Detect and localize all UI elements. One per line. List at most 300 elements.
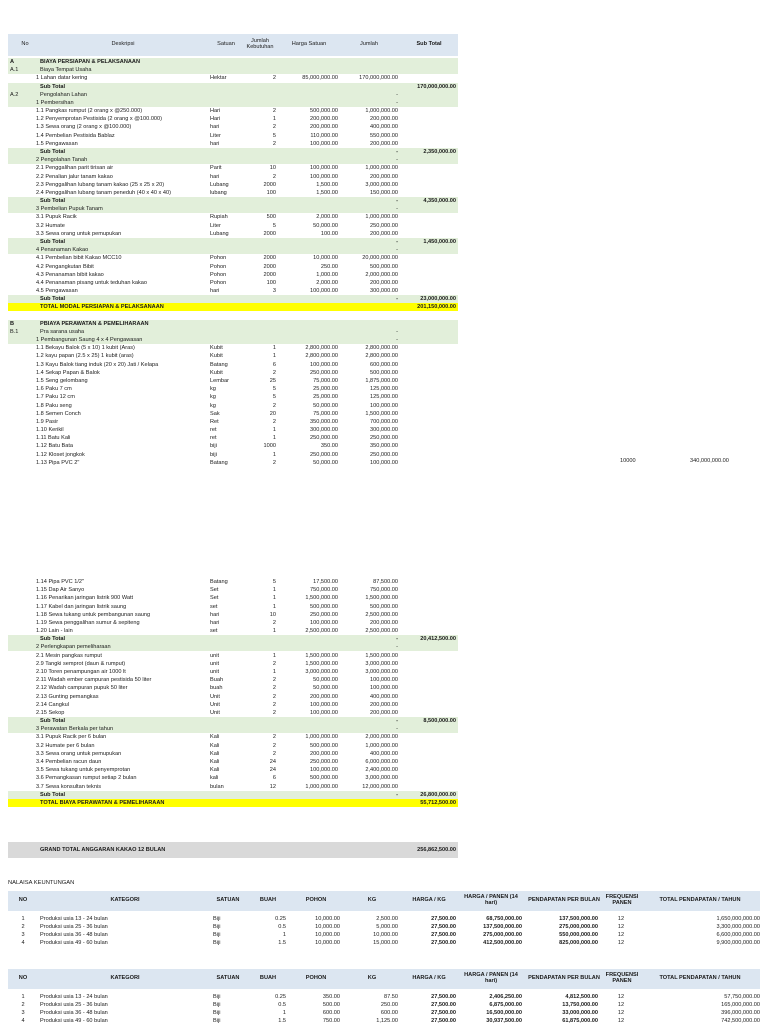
cell-no: A bbox=[10, 59, 15, 65]
budget-row bbox=[8, 709, 458, 717]
cell-qty: 12 bbox=[269, 783, 276, 790]
cell-hs: 1,500,000.00 bbox=[305, 652, 338, 659]
cell-no: 1 bbox=[21, 994, 25, 1000]
cell-sat: Biji bbox=[213, 932, 221, 938]
cell-qty: 1 bbox=[272, 628, 276, 635]
cell-poh: 500.00 bbox=[322, 1002, 340, 1008]
cell-qty: 2 bbox=[272, 701, 276, 708]
cell-hkg: 27,500.00 bbox=[431, 916, 456, 922]
cell-jml: 500,000.00 bbox=[370, 369, 398, 376]
cell-qty: 2 bbox=[272, 173, 276, 180]
cell-sat: Pohon bbox=[210, 271, 227, 278]
cell-hs: 250,000.00 bbox=[310, 758, 338, 765]
cell-desc: 3.1 Pupuk Racik bbox=[36, 214, 77, 221]
cell-sat: Batang bbox=[210, 459, 228, 466]
cell-jml: 3,000,000.00 bbox=[365, 660, 398, 667]
budget-row bbox=[8, 426, 458, 434]
budget-row bbox=[8, 434, 458, 442]
budget-row bbox=[8, 594, 458, 602]
cell-jml: 200,000.00 bbox=[370, 279, 398, 286]
cell-desc: 1.10 Kerikil bbox=[36, 427, 64, 434]
cell-sat: Kubit bbox=[210, 369, 223, 376]
cell-jml: 400,000.00 bbox=[370, 124, 398, 131]
budget-row bbox=[8, 107, 458, 115]
cell-hs: 1,000.00 bbox=[316, 271, 338, 278]
budget-row bbox=[8, 393, 458, 401]
cell-qty: 2 bbox=[272, 124, 276, 131]
cell-fr: 12 bbox=[617, 1002, 625, 1008]
cell-hs: 85,000,000.00 bbox=[302, 75, 338, 82]
cell-jml: - bbox=[396, 99, 398, 106]
cell-jml: 170,000,000.00 bbox=[359, 75, 398, 82]
ph-no: NO bbox=[18, 975, 28, 982]
budget-row bbox=[8, 619, 458, 627]
cell-hkg: 27,500.00 bbox=[431, 924, 456, 930]
budget-row bbox=[8, 263, 458, 271]
cell-jml: 600,000.00 bbox=[370, 361, 398, 368]
cell-sat: Lubang bbox=[210, 230, 229, 237]
grand-total-label: GRAND TOTAL ANGGARAN KAKAO 12 BULAN bbox=[40, 847, 166, 853]
cell-qty: 5 bbox=[272, 132, 276, 139]
cell-desc: 1.11 Batu Kali bbox=[36, 435, 71, 442]
budget-row bbox=[8, 635, 458, 643]
cell-jml: - bbox=[396, 148, 398, 155]
cell-jml: - bbox=[396, 791, 398, 798]
cell-hp: 137,500,000.00 bbox=[483, 924, 522, 930]
cell-sat: Set bbox=[210, 595, 219, 602]
cell-jml: - bbox=[396, 157, 398, 164]
cell-pb: 33,000,000.00 bbox=[562, 1010, 598, 1016]
cell-no: B.1 bbox=[10, 328, 19, 335]
cell-sat: Biji bbox=[213, 1002, 221, 1008]
cell-qty: 3 bbox=[272, 288, 276, 295]
cell-qty: 10 bbox=[269, 611, 276, 618]
cell-qty: 2000 bbox=[263, 255, 276, 262]
cell-jml: 200,000.00 bbox=[370, 140, 398, 147]
cell-kg: 600.00 bbox=[380, 1010, 398, 1016]
cell-hs: 100,000.00 bbox=[310, 701, 338, 708]
cell-desc: 3.3 Sewa orang untuk pemupukan bbox=[36, 750, 122, 757]
cell-jml: - bbox=[396, 247, 398, 254]
cell-desc: Sub Total bbox=[40, 296, 66, 303]
cell-no: B bbox=[10, 320, 15, 327]
cell-fr: 12 bbox=[617, 994, 625, 1000]
cell-qty: 6 bbox=[272, 361, 276, 368]
cell-desc: 1.15 Dap Air Sanyo bbox=[36, 587, 85, 594]
cell-desc: 1.7 Paku 12 cm bbox=[36, 394, 75, 401]
cell-desc: Biaya Tempat Usaha bbox=[40, 67, 92, 74]
budget-row bbox=[8, 725, 458, 733]
cell-kat: Produksi usia 13 - 24 bulan bbox=[40, 916, 108, 922]
budget-row bbox=[8, 799, 458, 807]
cell-desc: 1 Pembangunan Saung 4 x 4 Pengawasan bbox=[36, 337, 143, 344]
budget-row bbox=[8, 385, 458, 393]
budget-row bbox=[8, 123, 458, 131]
cell-qty: 24 bbox=[269, 767, 276, 774]
cell-no: 3 bbox=[21, 932, 25, 938]
cell-desc: 3 Perawatan Berkala per tahun bbox=[36, 726, 114, 733]
cell-jml: - bbox=[396, 337, 398, 344]
cell-jml: - bbox=[396, 238, 398, 245]
profit-title: NALAISA KEUNTUNGAN bbox=[8, 880, 75, 886]
cell-desc: 1.3 Sewa orang (2 orang x @100.000) bbox=[36, 124, 132, 131]
cell-desc: 1.18 Sewa tukang untuk pembangunan saung bbox=[36, 611, 151, 618]
cell-jml: 2,000,000.00 bbox=[365, 271, 398, 278]
cell-poh: 10,000.00 bbox=[315, 924, 340, 930]
cell-qty: 5 bbox=[272, 386, 276, 393]
budget-row bbox=[8, 99, 458, 107]
cell-desc: Sub Total bbox=[40, 238, 66, 245]
cell-qty: 1 bbox=[272, 587, 276, 594]
cell-sub: 201,150,000.00 bbox=[417, 304, 456, 311]
cell-sat: unit bbox=[210, 660, 220, 667]
cell-desc: 1.4 Pembelian Pestisida Bablaz bbox=[36, 132, 115, 139]
budget-row bbox=[8, 750, 458, 758]
cell-jml: 12,000,000.00 bbox=[362, 783, 398, 790]
cell-sub: 170,000,000.00 bbox=[417, 83, 456, 90]
cell-sat: Biji bbox=[213, 1018, 221, 1024]
cell-hs: 250,000.00 bbox=[310, 435, 338, 442]
cell-jml: - bbox=[396, 636, 398, 643]
cell-sat: Ret bbox=[210, 418, 219, 425]
budget-row bbox=[8, 279, 458, 287]
cell-desc: 1.4 Sekap Papan & Balok bbox=[36, 369, 100, 376]
cell-jml: 250,000.00 bbox=[370, 435, 398, 442]
budget-row bbox=[8, 660, 458, 668]
cell-desc: PBIAYA PERAWATAN & PEMELIHARAAN bbox=[40, 320, 149, 327]
cell-desc: 4.1 Pembelian bibit Kakao MCC10 bbox=[36, 255, 122, 262]
cell-pb: 61,875,000.00 bbox=[562, 1018, 598, 1024]
cell-no: 3 bbox=[21, 1010, 25, 1016]
cell-sat: Biji bbox=[213, 924, 221, 930]
cell-sub: 20,412,500.00 bbox=[420, 636, 456, 643]
ph-harga-kg: HARGA / KG bbox=[412, 975, 446, 982]
cell-sat: Unit bbox=[210, 701, 220, 708]
side-total: 340,000,000.00 bbox=[690, 458, 729, 464]
cell-qty: 2 bbox=[272, 459, 276, 466]
ph-satuan: SATUAN bbox=[216, 897, 240, 904]
cell-desc: 2.3 Penggalihan lubang tanam kakao (25 x 25 x 20) bbox=[36, 181, 165, 188]
cell-jml: 20,000,000.00 bbox=[362, 255, 398, 262]
cell-kg: 250.00 bbox=[380, 1002, 398, 1008]
budget-row bbox=[8, 140, 458, 148]
cell-poh: 600.00 bbox=[322, 1010, 340, 1016]
cell-hs: 10,000.00 bbox=[313, 255, 338, 262]
budget-row bbox=[8, 173, 458, 181]
cell-sub: 26,800,000.00 bbox=[420, 791, 456, 798]
cell-pb: 4,812,500.00 bbox=[565, 994, 598, 1000]
budget-row bbox=[8, 352, 458, 360]
cell-poh: 10,000.00 bbox=[315, 940, 340, 946]
header-sub-total: Sub Total bbox=[416, 41, 442, 48]
budget-row bbox=[8, 791, 458, 799]
cell-desc: 1.12 Batu Bata bbox=[36, 443, 74, 450]
cell-sat: Liter bbox=[210, 222, 221, 229]
cell-hs: 250.00 bbox=[320, 263, 338, 270]
cell-hs: 110,000.00 bbox=[310, 132, 338, 139]
cell-hs: 100,000.00 bbox=[310, 140, 338, 147]
ph-kategori: KATEGORI bbox=[110, 975, 140, 982]
cell-pb: 550,000,000.00 bbox=[559, 932, 598, 938]
cell-hs: 200,000.00 bbox=[310, 750, 338, 757]
cell-jml: 3,000,000.00 bbox=[365, 668, 398, 675]
cell-desc bbox=[26, 312, 204, 320]
cell-sat: ret bbox=[210, 427, 217, 434]
cell-pb: 275,000,000.00 bbox=[559, 924, 598, 930]
cell-hs: 100,000.00 bbox=[310, 173, 338, 180]
cell-jml: 200,000.00 bbox=[370, 701, 398, 708]
cell-hs: 200,000.00 bbox=[310, 693, 338, 700]
cell-sat: buah bbox=[210, 685, 223, 692]
budget-row bbox=[8, 271, 458, 279]
cell-jml: 87,500.00 bbox=[373, 579, 398, 585]
cell-hs: 1,000,000.00 bbox=[305, 783, 338, 790]
cell-hp: 30,937,500.00 bbox=[486, 1018, 522, 1024]
cell-desc: 3.7 Sewa konsultan teknis bbox=[36, 783, 101, 790]
ph-total-tahun: TOTAL PENDAPATAN / TAHUN bbox=[659, 975, 741, 982]
cell-desc: 1.19 Sewa penggalihan sumur & sepiteng bbox=[36, 619, 140, 626]
cell-desc: 3.1 Pupuk Racik per 6 bulan bbox=[36, 734, 107, 741]
cell-sat: Kali bbox=[210, 767, 220, 774]
budget-row bbox=[8, 693, 458, 701]
cell-desc: 4.3 Penanaman bibit kakao bbox=[36, 271, 104, 278]
cell-qty: 1 bbox=[272, 451, 276, 458]
budget-row bbox=[8, 578, 458, 586]
cell-jml: 2,400,000.00 bbox=[365, 767, 398, 774]
budget-row bbox=[8, 222, 458, 230]
ph-no: NO bbox=[18, 897, 28, 904]
cell-jml: 200,000.00 bbox=[370, 619, 398, 626]
cell-sat: Hari bbox=[210, 108, 221, 115]
cell-sat: kali bbox=[210, 775, 219, 782]
cell-no: A.2 bbox=[10, 91, 19, 98]
grand-total-value: 256,862,500.00 bbox=[417, 847, 456, 853]
cell-hkg: 27,500.00 bbox=[431, 1002, 456, 1008]
cell-hs: 1,000,000.00 bbox=[305, 734, 338, 741]
cell-qty: 2000 bbox=[263, 230, 276, 237]
cell-hs: 75,000.00 bbox=[313, 378, 338, 385]
cell-sat: Pohon bbox=[210, 255, 227, 262]
cell-sub: 4,350,000.00 bbox=[423, 198, 456, 205]
cell-desc: 1.17 Kabel dan jaringan listrik saung bbox=[36, 603, 127, 610]
budget-row bbox=[8, 197, 458, 205]
cell-desc: 2.14 Cangkul bbox=[36, 701, 69, 708]
cell-sat: Hari bbox=[210, 116, 221, 123]
cell-jml: 1,500,000.00 bbox=[365, 410, 398, 417]
cell-jml: 2,500,000.00 bbox=[365, 628, 398, 635]
cell-tot: 6,600,000,000.00 bbox=[716, 932, 760, 938]
cell-hs: 350,000.00 bbox=[310, 418, 338, 425]
budget-row bbox=[8, 627, 458, 635]
cell-desc: 1.1 Bekayu Balok (5 x 10) 1 kubit (Aras) bbox=[36, 345, 135, 352]
grand-total-row bbox=[8, 842, 458, 858]
cell-qty: 2 bbox=[272, 693, 276, 700]
cell-buah: 1 bbox=[282, 1010, 286, 1016]
cell-hp: 412,500,000.00 bbox=[483, 940, 522, 946]
cell-sat: kg bbox=[210, 386, 216, 393]
cell-sat: kg bbox=[210, 394, 216, 401]
cell-qty: 2 bbox=[272, 369, 276, 376]
budget-row bbox=[8, 361, 458, 369]
table-row bbox=[8, 1001, 760, 1009]
cell-desc: 2.2 Penalian jalur tanam kakao bbox=[36, 173, 113, 180]
cell-fr: 12 bbox=[617, 916, 625, 922]
cell-kg: 87.50 bbox=[384, 994, 398, 1000]
cell-qty: 1 bbox=[272, 116, 276, 123]
cell-jml: - bbox=[396, 718, 398, 725]
cell-desc: 1.8 Semen Conch bbox=[36, 410, 81, 417]
cell-sat: hari bbox=[210, 173, 220, 180]
cell-sat: biji bbox=[210, 451, 217, 458]
ph-buah: BUAH bbox=[259, 975, 277, 982]
cell-no: 2 bbox=[21, 1002, 25, 1008]
cell-sat: Pohon bbox=[210, 263, 227, 270]
budget-row bbox=[8, 733, 458, 741]
cell-sat: set bbox=[210, 603, 218, 610]
cell-jml: 550,000.00 bbox=[370, 132, 398, 139]
cell-jml: 2,800,000.00 bbox=[365, 353, 398, 360]
cell-hkg: 27,500.00 bbox=[431, 1010, 456, 1016]
cell-tot: 9,900,000,000.00 bbox=[716, 940, 760, 946]
cell-no: 1 bbox=[21, 916, 25, 922]
budget-row bbox=[8, 442, 458, 450]
cell-hs: 100.00 bbox=[320, 230, 338, 237]
cell-hkg: 27,500.00 bbox=[431, 932, 456, 938]
budget-row bbox=[8, 238, 458, 246]
ph-pohon: POHON bbox=[305, 975, 327, 982]
ph-harga-kg: HARGA / KG bbox=[412, 897, 446, 904]
cell-buah: 0.25 bbox=[275, 916, 286, 922]
cell-no: A.1 bbox=[10, 67, 19, 74]
cell-desc: 2.1 Penggalihan parit tirisan air bbox=[36, 165, 114, 172]
cell-tot: 165,000,000.00 bbox=[721, 1002, 760, 1008]
cell-desc: 4 Penanaman Kakao bbox=[36, 247, 89, 254]
cell-qty: 24 bbox=[269, 758, 276, 765]
cell-buah: 0.5 bbox=[278, 1002, 286, 1008]
cell-kat: Produksi usia 36 - 48 bulan bbox=[40, 1010, 108, 1016]
budget-row bbox=[8, 758, 458, 766]
ph-harga-panen: HARGA / PANEN (14 hari) bbox=[464, 894, 518, 906]
cell-desc: 1.12 Kloset jongkok bbox=[36, 451, 85, 458]
cell-sat: Kali bbox=[210, 758, 220, 765]
cell-desc: 2.1 Mesin pangkas rumput bbox=[36, 652, 102, 659]
cell-tot: 396,000,000.00 bbox=[721, 1010, 760, 1016]
cell-kg: 1,125.00 bbox=[376, 1018, 398, 1024]
cell-jml: 200,000.00 bbox=[370, 116, 398, 123]
cell-hp: 2,406,250.00 bbox=[489, 994, 522, 1000]
cell-sat: Lembar bbox=[210, 378, 229, 385]
cell-jml: 3,000,000.00 bbox=[365, 775, 398, 782]
budget-row bbox=[8, 303, 458, 311]
cell-jml: 1,000,000.00 bbox=[365, 742, 398, 749]
cell-hs: 200,000.00 bbox=[310, 116, 338, 123]
cell-jml: 700,000.00 bbox=[370, 418, 398, 425]
cell-sat: unit bbox=[210, 668, 220, 675]
cell-desc: Sub Total bbox=[40, 718, 66, 725]
cell-desc: Sub Total bbox=[40, 198, 66, 205]
budget-row bbox=[8, 603, 458, 611]
cell-qty: 2 bbox=[272, 709, 276, 716]
budget-row bbox=[8, 246, 458, 254]
cell-desc: 1.16 Penarikan jaringan listrik 900 Watt bbox=[36, 595, 134, 602]
cell-desc: 3.3 Sewa orang untuk pemupukan bbox=[36, 230, 122, 237]
cell-qty: 25 bbox=[269, 378, 276, 385]
cell-sat: lubang bbox=[210, 189, 227, 196]
cell-kat: Produksi usia 25 - 36 bulan bbox=[40, 924, 108, 930]
cell-qty: 1000 bbox=[263, 443, 276, 450]
cell-qty: 2000 bbox=[263, 181, 276, 188]
cell-sat: Unit bbox=[210, 693, 220, 700]
cell-qty: 5 bbox=[272, 222, 276, 229]
table-row bbox=[8, 915, 760, 923]
table-row bbox=[8, 931, 760, 939]
budget-row bbox=[8, 74, 458, 82]
cell-sat: unit bbox=[210, 652, 220, 659]
cell-sat: hari bbox=[210, 611, 220, 618]
cell-hs: 25,000.00 bbox=[313, 386, 338, 393]
cell-sat: Lubang bbox=[210, 181, 229, 188]
budget-row bbox=[8, 83, 458, 91]
cell-desc: 1.20 Lain - lain bbox=[36, 628, 73, 635]
budget-row bbox=[8, 287, 458, 295]
cell-qty: 10 bbox=[269, 165, 276, 172]
ph-kg: KG bbox=[367, 897, 377, 904]
budget-row bbox=[8, 418, 458, 426]
budget-row bbox=[8, 230, 458, 238]
cell-sat: Rupiah bbox=[210, 214, 228, 221]
budget-row bbox=[8, 312, 458, 320]
cell-qty: 1 bbox=[272, 345, 276, 352]
cell-qty: 2000 bbox=[263, 263, 276, 270]
cell-desc: 1.3 Kayu Balok tiang induk (20 x 20) Jati / Kelapa bbox=[36, 361, 159, 368]
budget-row bbox=[8, 254, 458, 262]
cell-hs: 100,000.00 bbox=[310, 288, 338, 295]
cell-qty: 1 bbox=[272, 652, 276, 659]
cell-hs: 300,000.00 bbox=[310, 427, 338, 434]
budget-row bbox=[8, 652, 458, 660]
cell-jml: 6,000,000.00 bbox=[365, 758, 398, 765]
cell-jml: - bbox=[396, 296, 398, 303]
cell-desc: 1 Lahan datar kering bbox=[36, 75, 88, 82]
cell-desc: 2.13 Gunting pemangkas bbox=[36, 693, 99, 700]
cell-kg: 2,500.00 bbox=[376, 916, 398, 922]
cell-hs: 250,000.00 bbox=[310, 451, 338, 458]
cell-desc: 1.1 Pangkas rumput (2 orang x @250.000) bbox=[36, 108, 143, 115]
budget-row bbox=[8, 66, 458, 74]
budget-row bbox=[8, 344, 458, 352]
cell-jml: 3,000,000.00 bbox=[365, 181, 398, 188]
cell-qty: 2 bbox=[272, 677, 276, 684]
cell-qty: 2 bbox=[272, 742, 276, 749]
cell-sat: hari bbox=[210, 288, 220, 295]
cell-desc: 2.15 Sekop bbox=[36, 709, 65, 716]
cell-jml: 1,500,000.00 bbox=[365, 652, 398, 659]
cell-desc: 2.9 Tangki semprot (daun & rumput) bbox=[36, 660, 126, 667]
cell-desc: 3.4 Pembelian racun daun bbox=[36, 758, 102, 765]
cell-kg: 5,000.00 bbox=[376, 924, 398, 930]
budget-row bbox=[8, 91, 458, 99]
profit-table-header bbox=[8, 891, 760, 911]
cell-qty: 2 bbox=[272, 685, 276, 692]
cell-fr: 12 bbox=[617, 924, 625, 930]
cell-buah: 1.5 bbox=[278, 1018, 286, 1024]
cell-desc: 3.6 Pemangkasan rumput setiap 2 bulan bbox=[36, 775, 137, 782]
cell-sat: Parit bbox=[210, 165, 222, 172]
budget-row bbox=[8, 148, 458, 156]
cell-hs: 1,500.00 bbox=[316, 189, 338, 196]
cell-jml: 125,000.00 bbox=[370, 386, 398, 393]
side-qty: 10000 bbox=[620, 458, 636, 464]
